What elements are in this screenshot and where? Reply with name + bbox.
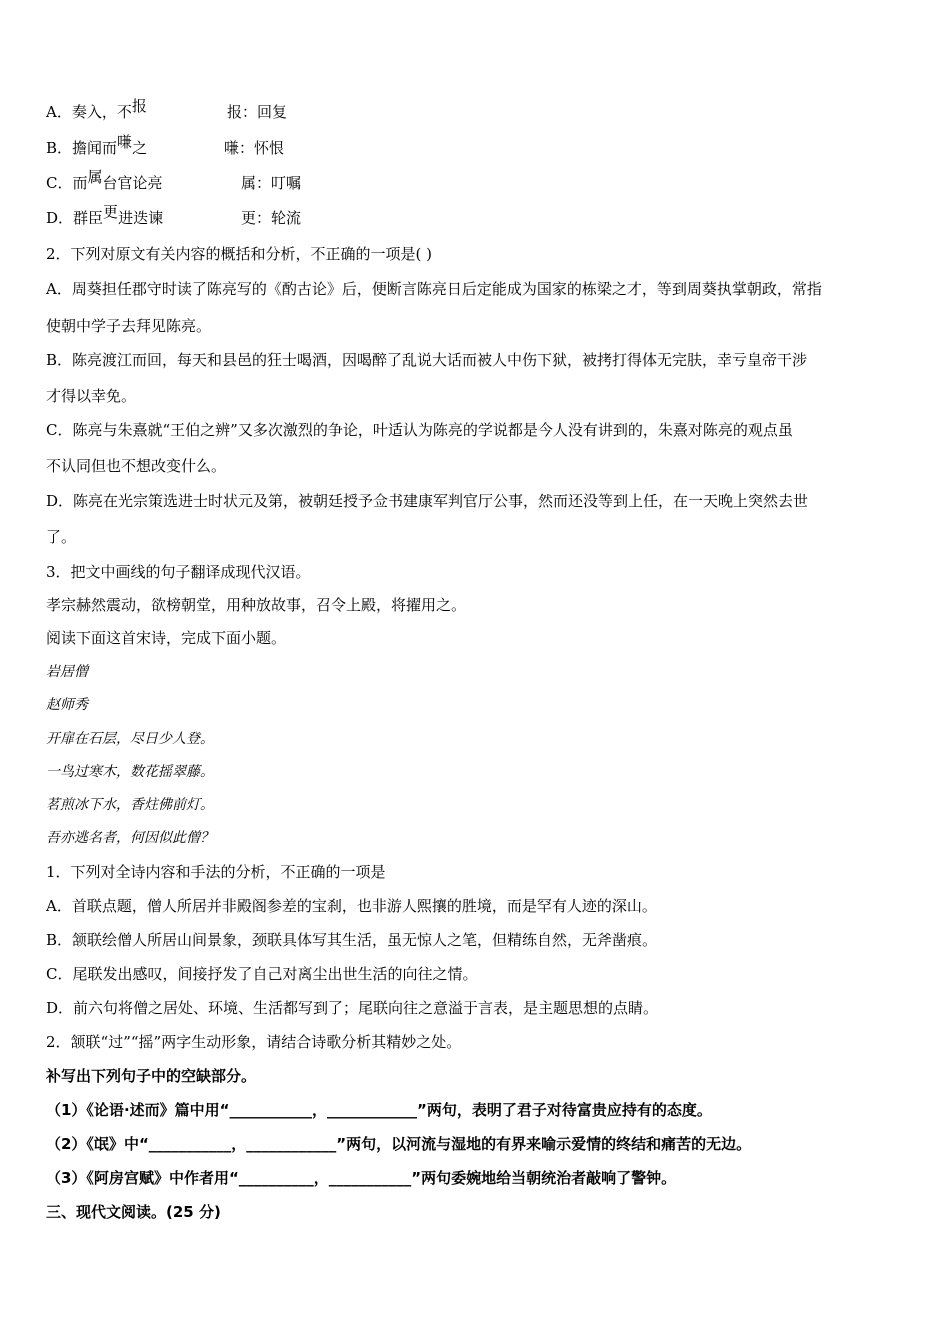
option-keyword: 报 (131, 97, 147, 115)
option-b (46, 133, 148, 158)
option-text: 擔闻而 (72, 139, 118, 157)
poem-q1-option-c: C．尾联发出感叹，间接抒发了自己对离尘出世生活的向往之情。 (46, 965, 478, 983)
option-d (46, 203, 164, 228)
option-text: 而 (72, 174, 88, 192)
option-letter: C． (46, 174, 73, 192)
poem-q1-stem: 1．下列对全诗内容和手法的分析，不正确的一项是 (46, 863, 386, 881)
option-text: 奏入，不 (71, 103, 132, 121)
q3-stem: 3．把文中画线的句子翻译成现代汉语。 (46, 563, 311, 581)
option-keyword: 更 (103, 203, 119, 221)
poem-title: 岩居僧 (46, 664, 88, 680)
q2-option-c-line2: 不认同但也不想改变什么。 (46, 457, 227, 475)
option-a-gloss: 报：回复 (227, 103, 288, 121)
poem-q1-option-d: D．前六句将僧之居处、环境、生活都写到了；尾联向往之意溢于言表，是主题思想的点睛。 (46, 999, 659, 1017)
option-letter: D． (46, 209, 74, 227)
poem-line-1: 开扉在石层，尽日少人登。 (46, 731, 214, 747)
poem-line-4: 吾亦逃名者，何因似此僧？ (46, 830, 214, 846)
option-keyword: 嗛 (117, 133, 133, 151)
fill-section-title: 补写出下列句子中的空缺部分。 (46, 1067, 257, 1085)
option-keyword: 属 (87, 168, 103, 186)
poem-intro: 阅读下面这首宋诗，完成下面小题。 (46, 629, 287, 647)
poem-line-3: 茗煎冰下水，香炷佛前灯。 (46, 797, 214, 813)
fill-item-3: （3）《阿房宫赋》中作者用“__________，___________”两句委婉地给当朝统治者敲响了警钟。 (46, 1169, 677, 1187)
option-d-gloss: 更：轮流 (241, 209, 302, 227)
option-letter: A． (46, 103, 72, 121)
q2-option-b-line2: 才得以幸免。 (46, 387, 137, 405)
poem-line-2: 一鸟过寒木，数花摇翠藤。 (46, 764, 214, 780)
poem-q2-stem: 2．颔联“过”“摇”两字生动形象，请结合诗歌分析其精妙之处。 (46, 1033, 462, 1051)
fill-item-2: （2）《氓》中“___________，____________”两句，以河流与湿地的有界来喻示爱情的终结和痛苦的无边。 (46, 1135, 752, 1153)
fill-item-1: （1）《论语·述而》篇中用“___________，____________”两句，表明了君子对待富贵应持有的态度。 (46, 1101, 712, 1119)
option-c (46, 168, 163, 193)
q2-stem: 2．下列对原文有关内容的概括和分析，不正确的一项是( ) (46, 245, 433, 263)
q2-option-a-line1: A．周葵担任郡守时读了陈亮写的《酌古论》后，便断言陈亮日后定能成为国家的栋梁之才，等到周葵执掌朝政，常指 (46, 280, 822, 298)
option-letter: B． (46, 139, 73, 157)
option-a (46, 97, 147, 122)
section-3-heading: 三、现代文阅读。(25 分) (46, 1203, 221, 1221)
option-text: 之 (132, 139, 148, 157)
q3-sentence: 孝宗赫然震动，欲榜朝堂，用种放故事，召令上殿，将擢用之。 (46, 596, 467, 614)
q2-option-d-line1: D．陈亮在光宗策选进士时状元及第，被朝廷授予佥书建康军判官厅公事，然而还没等到上任，在一天晚上突然去世 (46, 492, 809, 510)
poem-q1-option-b: B．颔联绘僧人所居山间景象，颈联具体写其生活，虽无惊人之笔，但精练自然，无斧凿痕。 (46, 931, 658, 949)
poem-author: 赵师秀 (46, 697, 88, 713)
option-text: 进迭谏 (118, 209, 164, 227)
q2-option-a-line2: 使朝中学子去拜见陈亮。 (46, 317, 212, 335)
q2-option-d-line2: 了。 (46, 528, 77, 546)
poem-q1-option-a: A．首联点题，僧人所居并非殿阁参差的宝刹，也非游人熙攘的胜境，而是罕有人迹的深山。 (46, 897, 657, 915)
option-b-gloss: 嗛：怀恨 (224, 139, 285, 157)
option-c-gloss: 属：叮嘱 (241, 174, 302, 192)
option-text: 群臣 (73, 209, 104, 227)
option-text: 台官论亮 (102, 174, 163, 192)
q2-option-c-line1: C．陈亮与朱熹就“王伯之辨”又多次激烈的争论，叶适认为陈亮的学说都是今人没有讲到的，朱熹对陈亮的观点虽 (46, 421, 793, 439)
q2-option-b-line1: B．陈亮渡江而回，每天和县邑的狂士喝酒，因喝醉了乱说大话而被人中伤下狱，被拷打得体无完肤，幸亏皇帝干涉 (46, 351, 808, 369)
